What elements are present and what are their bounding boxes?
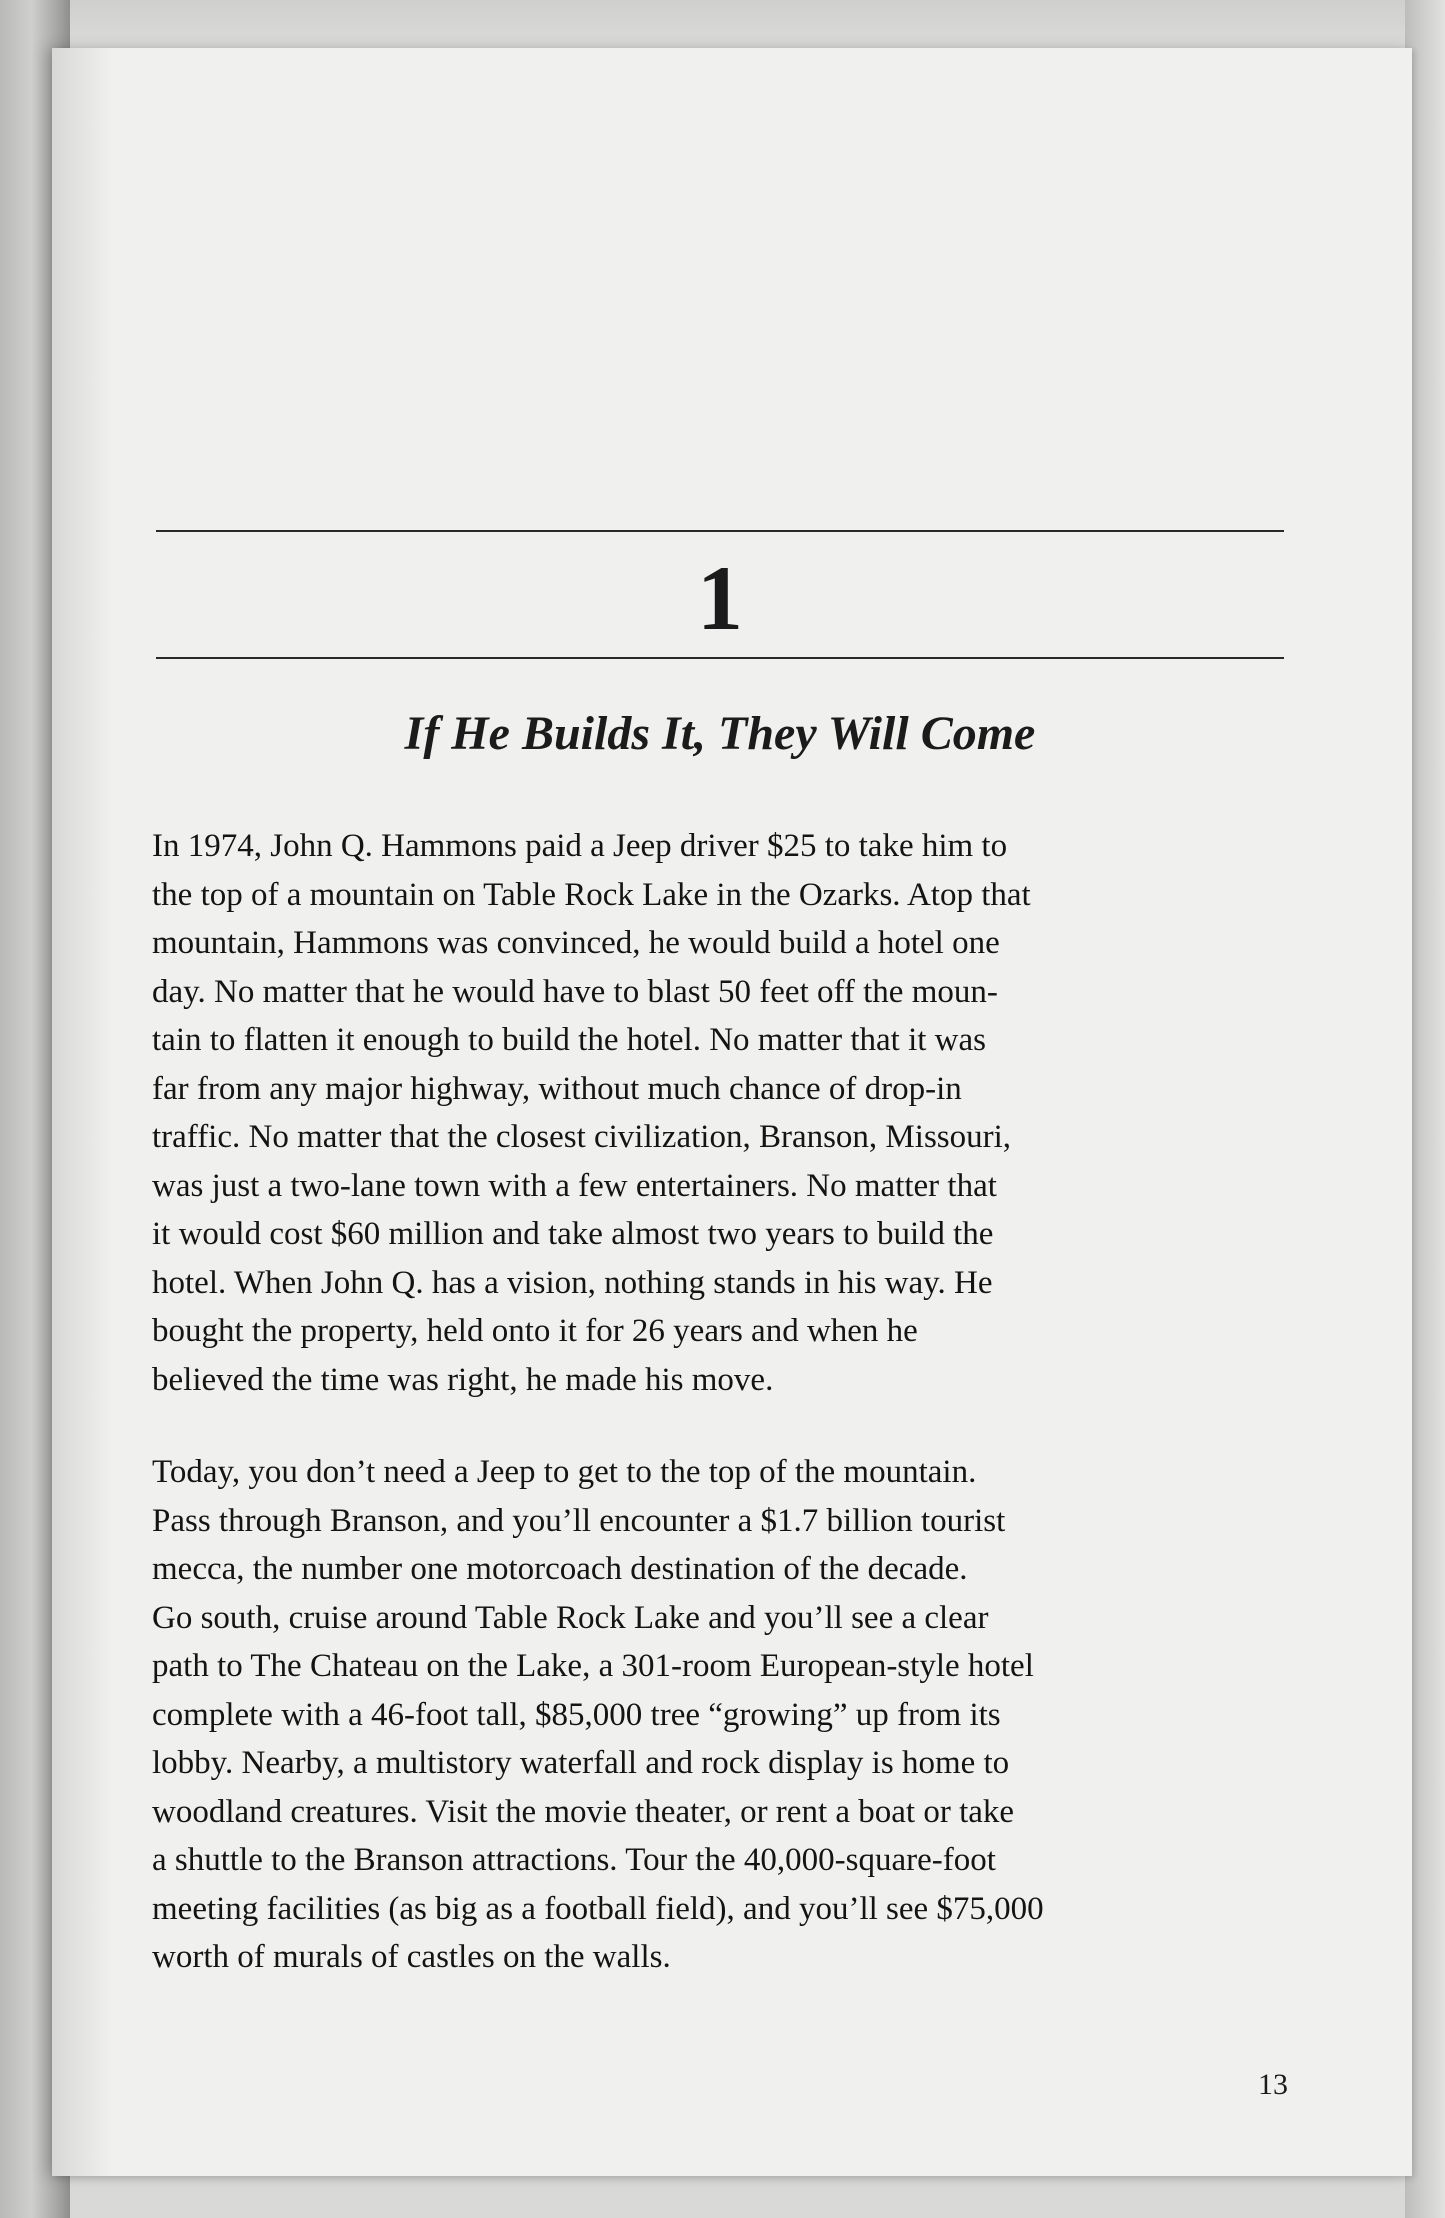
chapter-rule-top	[156, 530, 1284, 532]
text-line: traffic. No matter that the closest civilization, Branson, Missouri,	[152, 1119, 1012, 1155]
chapter-number: 1	[697, 547, 743, 649]
text-line: lobby. Nearby, a multistory waterfall and rock display is home to	[152, 1745, 1010, 1781]
text-line: day. No matter that he would have to blast 50 feet off the moun-	[152, 973, 998, 1010]
text-line: meeting facilities (as big as a football field), and you’ll see $75,000	[152, 1890, 1044, 1927]
text-line: was just a two-lane town with a few entertainers. No matter that	[152, 1167, 997, 1204]
text-line: a shuttle to the Branson attractions. Tour the 40,000-square-foot	[152, 1842, 996, 1878]
text-line: mecca, the number one motorcoach destination of the decade.	[152, 1551, 968, 1587]
paragraph-gap	[152, 1404, 1302, 1448]
text-line: hotel. When John Q. has a vision, nothing stands in his way. He	[152, 1264, 993, 1301]
text-line: path to The Chateau on the Lake, a 301-room European-style hotel	[152, 1648, 1034, 1684]
book-page	[52, 48, 1412, 2176]
text-line: worth of murals of castles on the walls.	[152, 1939, 671, 1975]
chapter-rule-bottom	[156, 657, 1284, 659]
text-line: Pass through Branson, and you’ll encounter a $1.7 billion tourist	[152, 1502, 1006, 1539]
paragraph	[152, 1448, 1302, 1982]
text-line: the top of a mountain on Table Rock Lake in the Ozarks. Atop that	[152, 876, 1031, 913]
text-line: Today, you don’t need a Jeep to get to the top of the mountain.	[152, 1454, 977, 1490]
body-text	[152, 822, 1302, 1982]
text-line: Go south, cruise around Table Rock Lake and you’ll see a clear	[152, 1599, 989, 1636]
chapter-title: If He Builds It, They Will Come	[404, 707, 1036, 760]
page-number: 13	[1258, 2068, 1288, 2101]
paragraph	[152, 822, 1302, 1404]
text-line: tain to flatten it enough to build the hotel. No matter that it was	[152, 1022, 986, 1058]
text-line: believed the time was right, he made his move.	[152, 1361, 774, 1398]
text-line: far from any major highway, without much chance of drop-in	[152, 1070, 962, 1107]
background-top	[0, 0, 1445, 50]
text-line: bought the property, held onto it for 26 years and when he	[152, 1313, 918, 1349]
text-line: In 1974, John Q. Hammons paid a Jeep driver $25 to take him to	[152, 828, 1008, 864]
text-line: complete with a 46-foot tall, $85,000 tree “growing” up from its	[152, 1696, 1001, 1733]
text-line: mountain, Hammons was convinced, he would build a hotel one	[152, 925, 1000, 961]
text-line: woodland creatures. Visit the movie theater, or rent a boat or take	[152, 1793, 1015, 1830]
text-line: it would cost $60 million and take almost two years to build the	[152, 1216, 994, 1252]
